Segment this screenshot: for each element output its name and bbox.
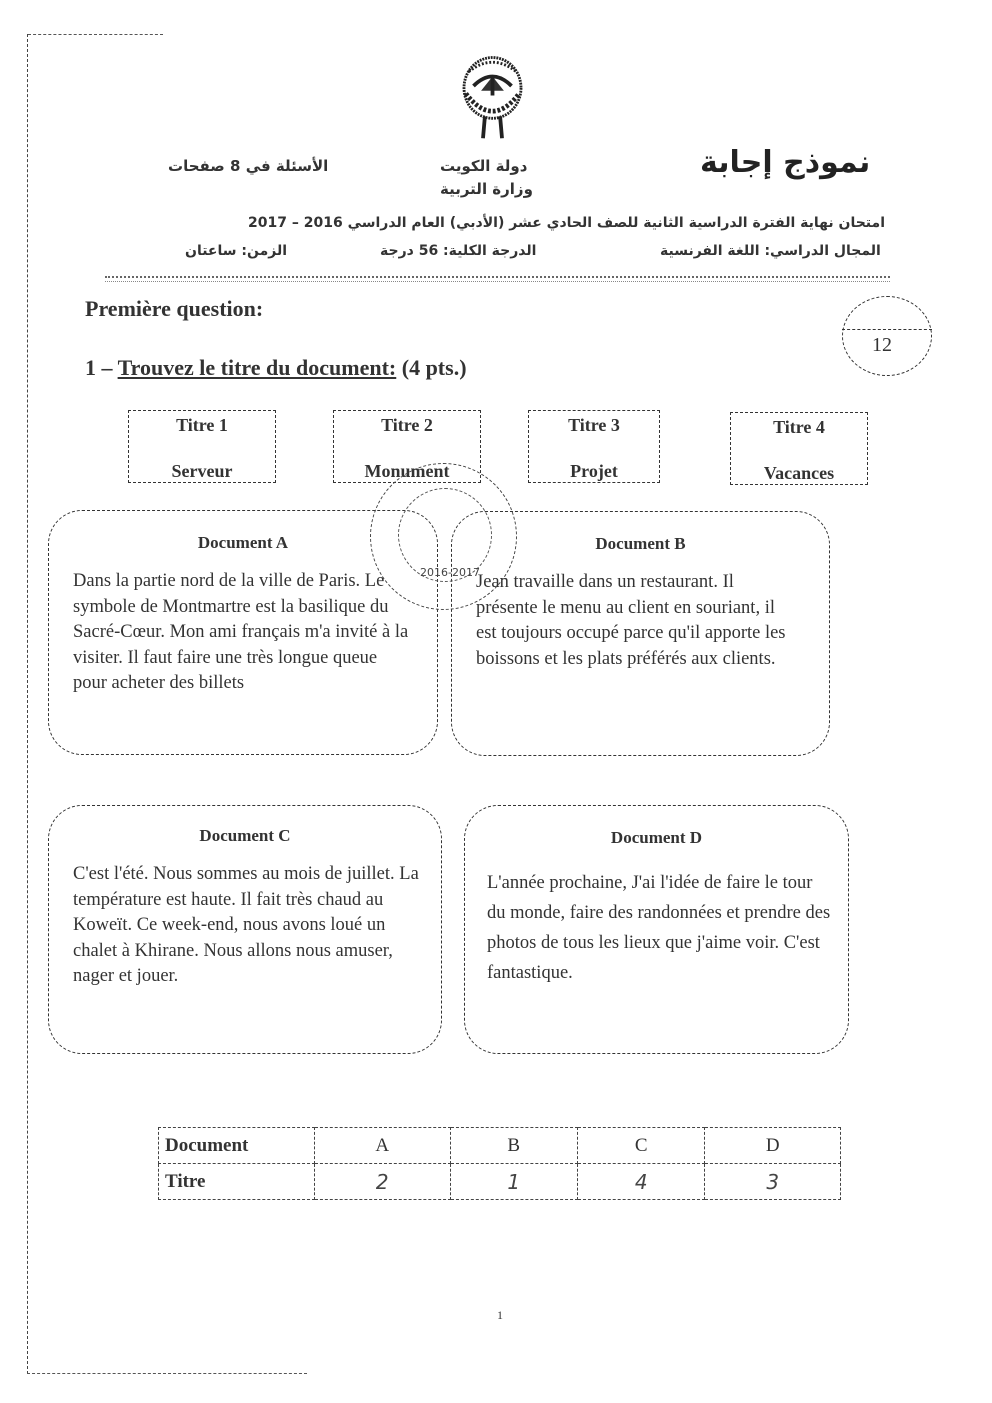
state-name: دولة الكويت [440,157,528,175]
table-row [159,1128,841,1164]
page-frame-bottom [27,1373,307,1374]
ministry-name: وزارة التربية [440,180,533,198]
total-grade: الدرجة الكلية: 56 درجة [380,243,537,259]
title-box-3 [528,410,660,483]
instruction-points: (4 pts.) [396,355,467,380]
column-header: A [315,1128,451,1164]
document-text: Dans la partie nord de la ville de Paris. Le symbole de Montmartre est la basilique du Sacré-Cœur. Mon ami français m'a invité à la visiter. Il faut faire une très longue queue pour acheter des billets [73,571,409,693]
header-divider [105,276,890,278]
score-value: 12 [872,334,892,356]
row-header-titre: Titre [159,1164,315,1200]
title-name: Vacances [763,463,835,483]
answer-cell: 4 [577,1164,704,1200]
exam-time: الزمن: ساعتان [185,243,288,259]
row-header-document: Document [159,1128,315,1164]
document-heading: Document D [610,828,703,847]
question-title: Première question: [85,296,264,321]
page-number: 1 [497,1308,503,1322]
model-answer-title: نموذج إجابة [700,145,871,180]
answer-cell: 2 [315,1164,451,1200]
document-text: Jean travaille dans un restaurant. Il présente le menu au client en souriant, il est toujours occupé parce qu'il apporte les boissons et les plats préférés aux clients. [476,572,786,669]
stamp-year: 2016-2017 [420,566,480,579]
answer-cell: 1 [450,1164,577,1200]
document-heading: Document B [595,534,686,553]
answer-table [158,1127,841,1200]
title-name: Projet [570,461,618,481]
document-heading: Document A [197,533,289,552]
title-label: Titre 2 [381,415,433,435]
title-name: Serveur [171,461,233,481]
page-frame-left [27,34,28,1374]
score-circle-divider [842,329,932,330]
answer-cell: 3 [705,1164,841,1200]
subject-field: المجال الدراسي: اللغة الفرنسية [660,243,881,259]
table-row [159,1164,841,1200]
document-heading: Document C [199,826,291,845]
title-box-1 [128,410,276,483]
document-text: L'année prochaine, J'ai l'idée de faire le tour du monde, faire des randonnées et prendre des photos de tous les lieux que j'aime voir. C'est fantastique. [487,873,831,983]
title-label: Titre 4 [773,417,825,437]
document-c [48,805,442,1054]
instruction-text: Trouvez le titre du document: [117,355,397,380]
title-label: Titre 3 [568,415,620,435]
column-header: B [450,1128,577,1164]
kuwait-emblem-icon [445,48,540,143]
pages-note: الأسئلة في 8 صفحات [168,157,329,175]
document-text: C'est l'été. Nous sommes au mois de juillet. La température est haute. Il fait très chaud au Koweït. Ce week-end, nous avons loué un chalet à Khirane. Nous allons nous amuser, nager et jouer. [73,864,419,986]
header-divider-secondary [105,281,890,282]
column-header: D [705,1128,841,1164]
page-frame-top [28,34,163,35]
document-d [464,805,849,1054]
column-header: C [577,1128,704,1164]
title-label: Titre 1 [176,415,228,435]
title-name: Monument [364,461,450,481]
instruction-number: 1 – [85,355,118,380]
question-instruction [85,355,467,381]
title-box-4 [730,412,868,485]
exam-description: امتحان نهاية الفترة الدراسية الثانية للصف الحادي عشر (الأدبي) العام الدراسي 2016 – 2017 [248,215,885,231]
